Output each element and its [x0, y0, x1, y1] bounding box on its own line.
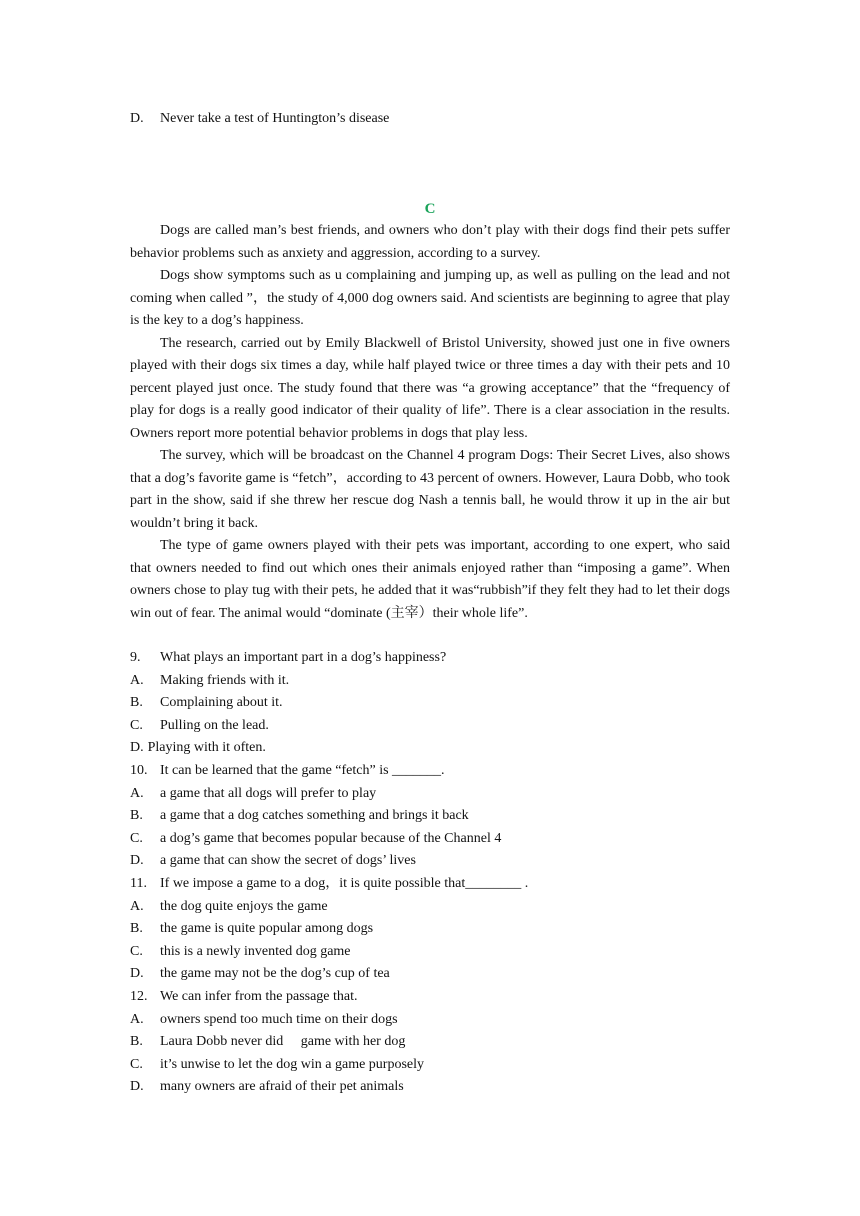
question-stem [130, 760, 750, 783]
option-text: a dog’s game that becomes popular because of the Channel 4 [160, 830, 502, 846]
option-letter: B. [130, 921, 143, 937]
answer-option [130, 805, 750, 828]
passage-paragraph-2: Dogs show symptoms such as u complaining and jumping up, as well as pulling on the lead and not coming when called ”，the study of 4,000 dog owners said. And scientists are beginning to agree that play is the key to a dog’s happiness. [130, 268, 730, 328]
option-letter: C. [130, 943, 143, 959]
question-number: 10. [130, 762, 148, 778]
question-stem [130, 873, 750, 896]
passage-paragraph-3: The research, carried out by Emily Blackwell of Bristol University, showed just one in five owners played with their dogs six times a day, while half played twice or three times a day with their pets and 10 percent played just once. The study found that there was “a growing acceptance” that the “frequency of play for dogs is a really good indicator of their quality of life”. There is a clear association in the results. Owners report more potential behavior problems in dogs that play less. [130, 335, 730, 441]
answer-option [130, 941, 750, 964]
passage-paragraph-1: Dogs are called man’s best friends, and owners who don’t play with their dogs find their pets suffer behavior problems such as anxiety and aggression, according to a survey. [130, 223, 730, 261]
question-text: It can be learned that the game “fetch” is _______. [160, 762, 445, 778]
option-letter: A. [130, 785, 144, 801]
option-text: owners spend too much time on their dogs [160, 1011, 398, 1027]
option-text: Laura Dobb never did game with her dog [160, 1034, 406, 1050]
option-letter: B. [130, 808, 143, 824]
section-heading: C [424, 201, 436, 217]
option-text: this is a newly invented dog game [160, 943, 351, 959]
passage-paragraph-5: The type of game owners played with their pets was important, according to one expert, who said that owners needed to find out which ones their animals enjoyed rather than “imposing a game”. When owners chose to play tug with their pets, he added that it was“rubbish”if they felt they had to let their dogs win out of fear. The animal would “dominate (主宰）their whole life”. [130, 538, 730, 621]
answer-option [130, 783, 750, 806]
question-number: 11. [130, 875, 147, 891]
answer-option [130, 692, 750, 715]
question-list [130, 647, 750, 1099]
answer-option [130, 918, 750, 941]
answer-option [130, 1054, 750, 1077]
reading-passage [130, 220, 730, 625]
question-stem [130, 647, 750, 670]
option-letter: A. [130, 672, 144, 688]
option-letter: D. [130, 740, 144, 756]
answer-option [130, 1031, 750, 1054]
option-text: Making friends with it. [160, 672, 290, 688]
answer-option [130, 737, 750, 760]
option-text: a game that can show the secret of dogs’ lives [160, 853, 416, 869]
option-letter: D. [130, 853, 144, 869]
answer-option [130, 715, 750, 738]
option-text: the game may not be the dog’s cup of tea [160, 966, 390, 982]
passage-paragraph-4: The survey, which will be broadcast on the Channel 4 program Dogs: Their Secret Lives, also shows that a dog’s favorite game is “fetch”，according to 43 percent of owners. However, Laura Dobb, who took part in the show, said if she threw her rescue dog Nash a tennis ball, he would throw it up in the air but wouldn’t bring it back. [130, 448, 730, 531]
option-letter: B. [130, 1034, 143, 1050]
option-letter: D. [130, 966, 144, 982]
question-text: What plays an important part in a dog’s happiness? [160, 650, 447, 665]
question-number: 9. [130, 650, 141, 665]
option-text: the dog quite enjoys the game [160, 898, 328, 914]
option-text: many owners are afraid of their pet animals [160, 1079, 404, 1095]
option-letter: A. [130, 1011, 144, 1027]
option-text: a game that a dog catches something and brings it back [160, 808, 469, 824]
question-number: 12. [130, 988, 148, 1004]
option-text: it’s unwise to let the dog win a game purposely [160, 1056, 425, 1072]
answer-option [130, 963, 750, 986]
answer-option [130, 850, 750, 873]
option-letter: C. [130, 830, 143, 846]
option-letter: C. [130, 1056, 143, 1072]
option-text: the game is quite popular among dogs [160, 921, 374, 937]
option-text: a game that all dogs will prefer to play [160, 785, 377, 801]
answer-option [130, 1076, 750, 1099]
option-letter: C. [130, 717, 143, 733]
answer-option [130, 828, 750, 851]
option-text: Complaining about it. [160, 695, 283, 711]
question-text: We can infer from the passage that. [160, 988, 358, 1004]
question-stem [130, 986, 750, 1009]
question-text: If we impose a game to a dog，it is quite possible that________ . [160, 875, 529, 891]
option-text: Playing with it often. [147, 740, 266, 756]
answer-option [130, 896, 750, 919]
option-letter: D. [130, 1079, 144, 1095]
option-letter: A. [130, 898, 144, 914]
answer-option [130, 670, 750, 693]
answer-option [130, 1009, 750, 1032]
option-letter: D. [130, 111, 144, 126]
option-text: Never take a test of Huntington’s disease [160, 111, 390, 126]
option-text: Pulling on the lead. [160, 717, 269, 733]
previous-question-option-d [130, 108, 389, 130]
option-letter: B. [130, 695, 143, 711]
